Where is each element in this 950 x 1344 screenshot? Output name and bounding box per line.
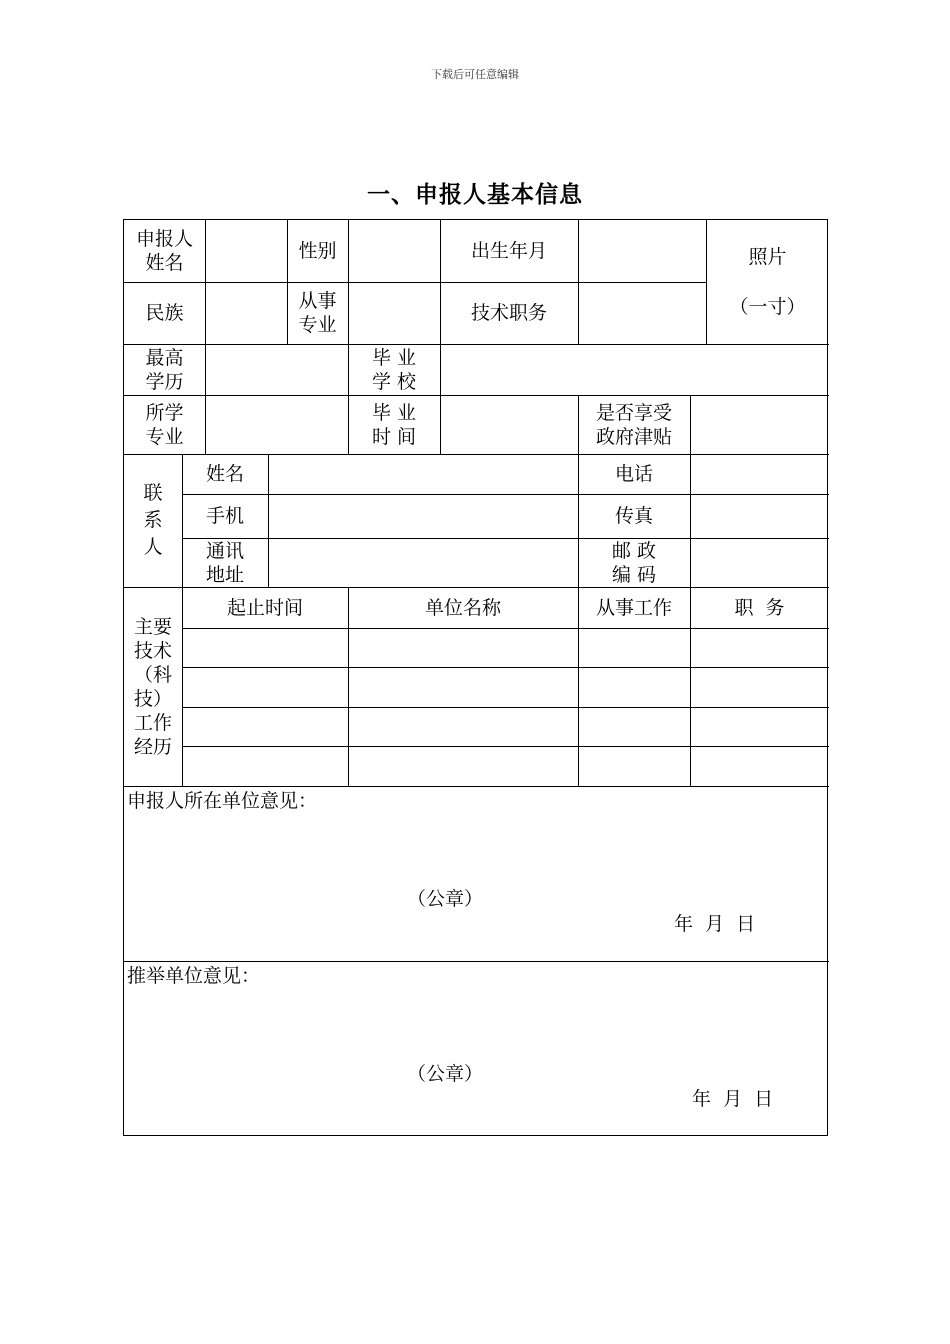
label-postcode: 邮 政 编 码 bbox=[611, 539, 657, 586]
row-line bbox=[124, 786, 829, 787]
field-ethnicity[interactable] bbox=[205, 282, 287, 344]
col-line bbox=[706, 220, 707, 344]
field-subsidy[interactable] bbox=[690, 395, 829, 454]
row-line bbox=[124, 961, 829, 962]
label-ethnicity: 民族 bbox=[145, 302, 184, 324]
row-line bbox=[182, 746, 829, 747]
label-birth: 出生年月 bbox=[470, 240, 547, 262]
field-grad-time[interactable] bbox=[440, 395, 578, 454]
label-fax: 传真 bbox=[614, 505, 653, 527]
row-line bbox=[182, 707, 829, 708]
field-birth[interactable] bbox=[578, 220, 706, 282]
label-tech-title: 技术职务 bbox=[470, 302, 547, 324]
label-phone: 电话 bbox=[614, 463, 653, 485]
label-mobile: 手机 bbox=[205, 505, 244, 527]
field-mobile[interactable] bbox=[268, 494, 578, 538]
recommend-opinion-seal: （公章） bbox=[407, 1063, 484, 1085]
label-applicant-name: 申报人 姓名 bbox=[135, 228, 193, 274]
unit-opinion-seal: （公章） bbox=[407, 888, 484, 910]
label-experience: 主要 技术 （科 技） 工作 经历 bbox=[133, 615, 172, 758]
recommend-opinion-label: 推举单位意见： bbox=[127, 965, 261, 987]
page-title: 一、申报人基本信息 bbox=[367, 181, 583, 208]
recommend-opinion-date: 年 月 日 bbox=[692, 1088, 774, 1110]
label-contact-name: 姓名 bbox=[205, 463, 244, 485]
field-gender[interactable] bbox=[348, 220, 440, 282]
field-address[interactable] bbox=[268, 538, 578, 587]
field-grad-school[interactable] bbox=[440, 344, 829, 395]
header-note: 下载后可任意编辑 bbox=[431, 68, 519, 81]
field-phone[interactable] bbox=[690, 454, 829, 494]
field-major[interactable] bbox=[205, 395, 348, 454]
row-line bbox=[182, 628, 829, 629]
label-grad-school: 毕 业 学 校 bbox=[371, 346, 417, 393]
label-highest-edu: 最高 学历 bbox=[145, 346, 184, 393]
header-position: 职 务 bbox=[734, 596, 785, 619]
label-contact: 联 系 人 bbox=[143, 482, 163, 558]
label-specialty: 从事 专业 bbox=[298, 290, 337, 336]
header-org-name: 单位名称 bbox=[424, 596, 501, 619]
application-form bbox=[123, 219, 828, 1136]
field-postcode[interactable] bbox=[690, 538, 829, 587]
label-gender: 性别 bbox=[298, 240, 337, 262]
row-line bbox=[182, 667, 829, 668]
field-tech-title[interactable] bbox=[578, 282, 706, 344]
field-applicant-name[interactable] bbox=[205, 220, 287, 282]
label-major: 所学 专业 bbox=[145, 401, 184, 448]
field-specialty[interactable] bbox=[348, 282, 440, 344]
field-contact-name[interactable] bbox=[268, 454, 578, 494]
header-work: 从事工作 bbox=[595, 596, 672, 619]
label-address: 通讯 地址 bbox=[205, 539, 244, 586]
label-photo-size: （一寸） bbox=[729, 296, 806, 318]
field-highest-edu[interactable] bbox=[205, 344, 348, 395]
unit-opinion-label: 申报人所在单位意见： bbox=[127, 790, 318, 812]
label-subsidy: 是否享受 政府津贴 bbox=[595, 401, 672, 448]
field-fax[interactable] bbox=[690, 494, 829, 538]
header-period: 起止时间 bbox=[226, 596, 303, 619]
unit-opinion-date: 年 月 日 bbox=[674, 913, 756, 935]
label-grad-time: 毕 业 时 间 bbox=[371, 401, 417, 448]
label-photo: 照片 bbox=[748, 246, 787, 268]
